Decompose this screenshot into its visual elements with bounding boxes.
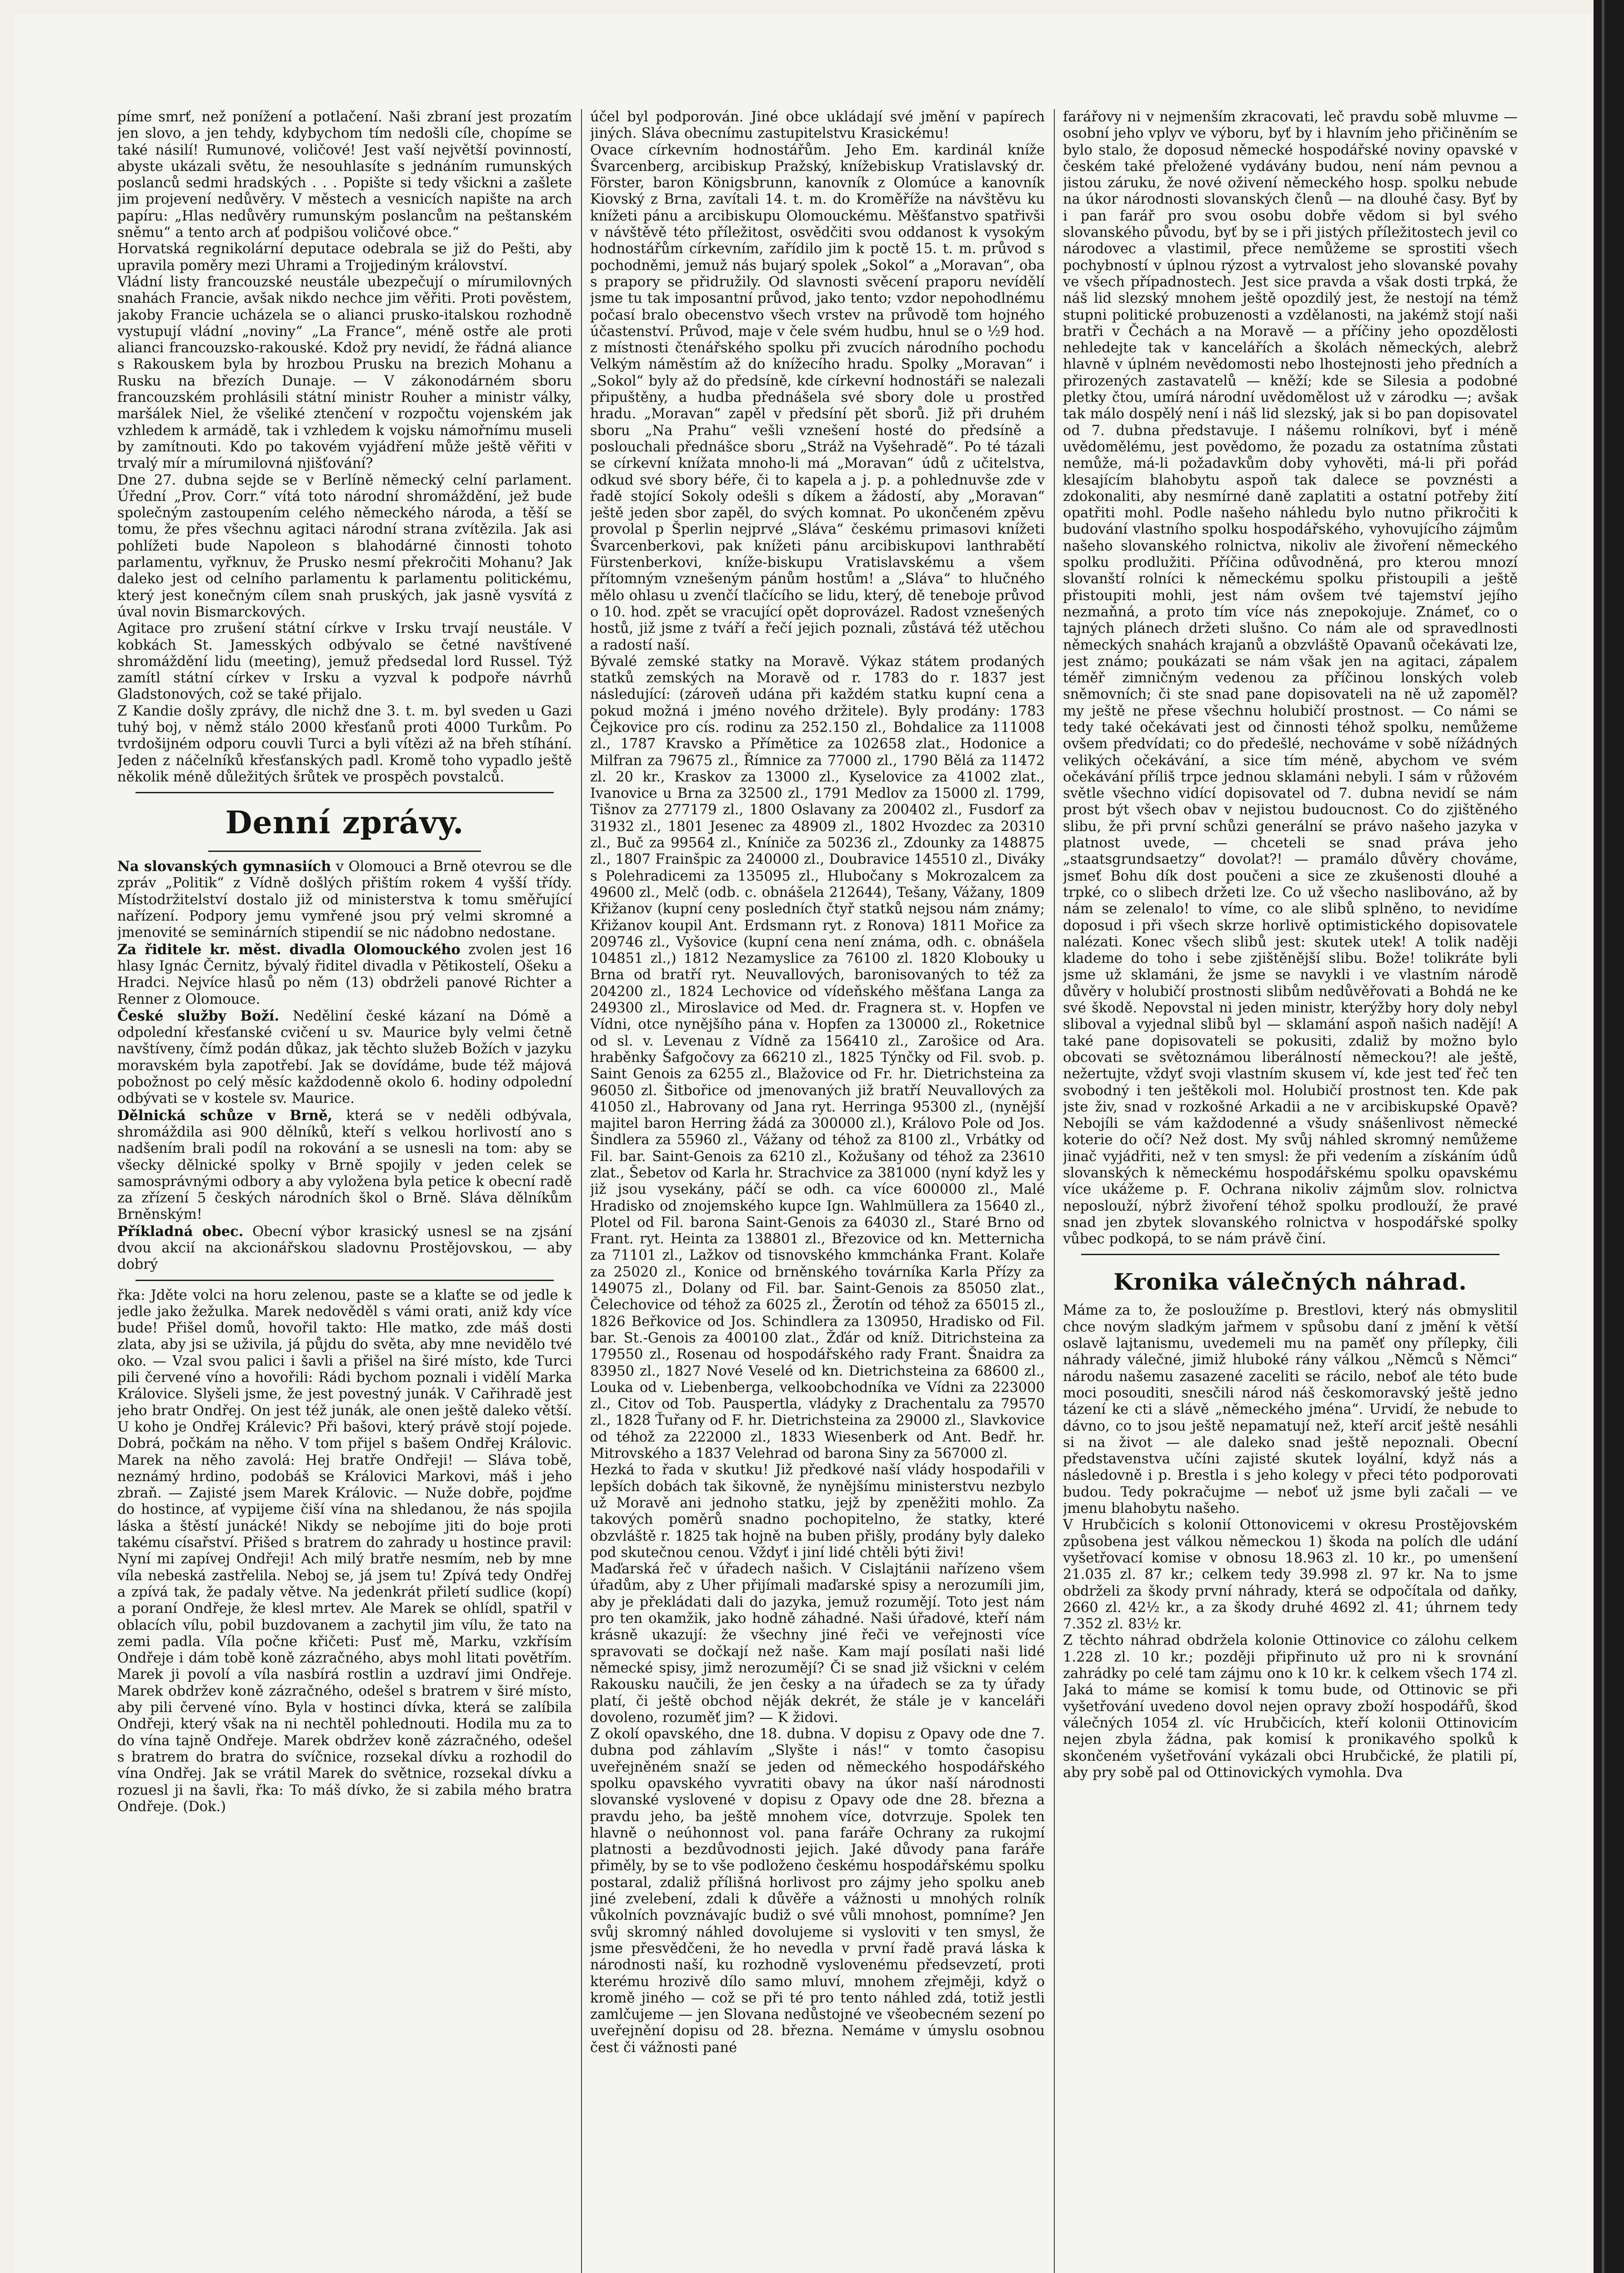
section-divider xyxy=(1081,1254,1499,1255)
paragraph: Hezká to řada v skutku! Již předkové naší vlády hospodařili v lepších dobách tak šikovně, že nynějšímu ministerstvu nezbylo už Moravě ani jednoho statku, jejž by zpeněžiti mohlo. Za takových poměrů snadno pochopitelno, že statky, které obzvláště r. 1825 tak hojně na buben přišly, prodány byly daleko pod skutečnou cenou. Vždyť i jiní lidé chtěli býti živi! xyxy=(590,1462,1045,1561)
news-text: v Olomouci a Brně otevrou se dle zpráv „Politik“ z Vídně došlých přištím rokem 4 vyšší třídy. Místodržitelství dostalo již od ministerstva k tomu směřující nařízení. Podpory jemu vymřené jsou prý velmi skromné a jmenovité se seminárních stipendií se nic nádobno nedostane. xyxy=(117,859,572,941)
column-rule-1 xyxy=(581,109,582,2273)
paragraph: Z Kandie došly zprávy, dle nichž dne 3. t. m. byl sveden u Gazi tuhý boj, v němž stálo 2000 křesťanů proti 4000 Turkům. Po tvrdošijném odporu couvli Turci a byli vítězi až na břeh stíhání. Jeden z náčelníků křesťanských padl. Kromě toho vypadlo ještě několik méně důležitých šrůtek ve prospěch povstalců. xyxy=(117,703,572,785)
paragraph: Dne 27. dubna sejde se v Berlíně německý celní parlament. Úřední „Prov. Corr.“ vítá toto národní shromáždění, jež bude společným zastoupením celého německého národa, a těší se tomu, že přes všechnu agitaci národní strana zvítězila. Jak asi pohlížeti bude Napoleon s blahodárné činnosti tohoto parlamentu, vyřknuv, že Prusko nesmí překročiti Mohanu? Jak daleko jest od celního parlamentu k parlamentu politickému, který jest konečným cílem snah pruských, jak jasně vysvítá z úval novin Bismarckových. xyxy=(117,472,572,620)
news-item xyxy=(117,941,572,1008)
news-text: Obecní výbor krasický usnesl se na zjsání dvou akcií na akcionářskou sladovnu Prostějovskou, — aby dobrý xyxy=(117,1223,572,1273)
section-divider xyxy=(135,792,554,793)
news-item xyxy=(117,1008,572,1107)
news-text: která se v neděli odbývala, shromáždila asi 900 dělníků, kteří s velkou horlivostí ano s nadšením brali podíl na rokování a se usnesli na tom: aby se všecky dělnické spolky v Brně spojily v jeden celek se samosprávnými odbory a aby vyložena byla petice k obecní radě za zřízení 5 českých národních škol o Brně. Sláva dělníkům Brněnským! xyxy=(117,1107,572,1223)
paragraph: účel byl podporován. Jiné obce ukládají své jmění v papírech jiných. Sláva obecnímu zastupitelstvu Krasickému! xyxy=(590,109,1045,142)
column-rule-2 xyxy=(1054,109,1055,2273)
feuilleton-divider xyxy=(135,1280,554,1281)
news-item xyxy=(117,858,572,941)
paragraph: farářovy ni v nejmenším zkracovati, leč pravdu sobě mluvme — osobní jeho vplyv ve výboru, byť by i hlavním jeho přičiněním se bylo stalo, že doposud německé hospodářské noviny opavské v českém také přeložené vydávány budou, není nám pevnou a jistou záruku, že nové oživení německého hosp. spolku nebude na úkor národnosti slovanských členů — na dlouhé časy. Byť by i pan farář pro svou osobu dobře vědom si byl svého slovanského původu, byť by se i při jistých příležitostech jevil co národovec a vlastimil, přece nemůžeme se sprostiti všech pochybností v úplnou rýzost a vytrvalost jeho slovanské povahy ve všech případnostech. Jest sice pravda a však dosti trpká, že náš lid slezský mnohem ještě opozdilý jest, že nestojí na témž stupni politické probuzenosti a vzdělanosti, na jakémž stojí naši bratři v Čechách a na Moravě — a příčiny jeho opozdělosti nehledejte tak v kancelářích a školách německých, alebrž hlavně v úplném nevědomosti nebo lhostejnosti jeho předních a přirozených zastavatelů — kněží; kde se Silesia a podobné pletky čtou, umírá národní uvědomělost už v zárodku —; avšak tak málo dospělý není i náš lid slezský, jak si bo pan dopisovatel od 7. dubna představuje. I nášemu rolníkovi, byť i méně uvědomělému, jest povědomo, že pozadu za ostatníma zůstati nemůže, má-li požadavkům doby vyhověti, má-li při pořád klesajícím blahobytu aspoň tak dalece se povznésti a zdokonaliti, aby nesmírné daně zaplatiti a ostatní potřeby žití opatřiti mohl. Podle našeho náhledu bylo nutno přikročiti k budování vlastního spolku hospodářského, vyhovujícího zájmům našeho slovanského rolnictva, nikoliv ale živoření německého spolku prodlužiti. Příčina odůvodněná, pro kterou mnozí slovanští rolníci k německému spolku přistoupili a ještě přistoupiti mohli, jest nám ovšem tvé tajemství jejího nezmaňná, a proto tím více nás znepokojuje. Známeť, co o tajných plánech držeti slušno. Co nám ale od spravedlnosti německých snahách krajanů a obzvláště Opavanů očekávati lze, jest známo; poukázati se nám však jen na agitaci, zápalem téměř zimničným vedenou za příčinou lonských voleb sněmovních; či ste snad pane dopisovateli na ně už zapoměl? my ještě ne přese všechnu holubičí prostnost. — Co námi se tedy také očekávati jest od činnosti téhož spolku, nemůžeme ovšem předvídati; co do předešlé, nechováme v sobě nížádných velikých očekávání, a sice tím méně, abychom ve svém očekávání příliš trpce jednou sklamáni nebyli. I sám v růžovém světle všechno vidící dopisovatel od 7. dubna nevidí se nám prost být všech obav v nejistou budoucnost. Co do zjištěného slibu, že při první schůzi generální se právo našeho jazyka v platnost uvede, — chceteli se snad práva jeho „staatsgrundsaetzy“ dovolat?! — pramálo důvěry chováme, jsmeť Bohu dík dost poučeni a sice ze zkušenosti dlouhé a trpké, co o slibech držeti lze. Co už všecho naslibováno, až by nám se zelenalo! to víme, co ale slibů splněno, to nevidíme doposud i při všech skrze horlivě optimistického dopisovatele nalézati. Konec všech slibů jest: skutek utek! A tolik naději klademe do toho i sebe zjištěnější slibu. Bože! tolikráte byli jsme už sklamáni, že jsme se navykli i ve vlastním národě důvěry v holubičí prostnosti slibům nedůvěřovati a Bohdá ne ke své škodě. Nepovstal ni jeden ministr, kterýžby hory doly nebyl sliboval a vyjednal slibů byl — sklamání aspoň našich nadějí! A také pane dopisovateli se pokusiti, zdaliž by možno bylo obcovati se světoznámou liberálností německou?! ale ještě, nežertujte, vždyť svoji vlastním skusem ví, kde jest teď řeč ten svobodný i ten ještěkoli mol. Holubičí prostnost ten. Kde pak jste živ, snad v rozkošné Arkadii a ne v arcibiskupské Opavě? Nebojíli se vám každodenné a všudy snášenlivost německé koterie do očí? Než dost. My svůj náhled skromný nemůžeme jinač vyjádřiti, než v ten smysl: že při vedením a získáním údů slovanských k německému hospodářskému spolku opavskému více ukážeme p. F. Ochrana nikoliv zájmům slov. rolnictva neposlouží, nýbrž živoření téhož spolku prodlouží, že pravé snad jen zbytek slovanského rolnictva v hospodářské spolky vůbec podkopá, to se nám právě činí. xyxy=(1063,109,1518,1247)
news-keyword: Dělnická schůze v Brně, xyxy=(117,1107,333,1124)
paragraph: Máme za to, že posloužíme p. Brestlovi, který nás obmyslitil chce novým sladkým jařmem v spůsobu daní z jmění k větší oslavě lajtanismu, uvedemeli mu na paměť ony přílepky, čili náhrady válečné, jimiž hluboké rány válkou „Němců s Němci“ národu našemu zasazené zaceliti se rácilo, neboť ale této bude moci posouditi, snesčili národ náš českomoravský ještě jedno tázení ke cti a slávě „německého jména“. Urvidí, že nebude to dávno, co to jsou ještě nepamatují než, kteří arciť ještě nesáhli si na život — ale daleko snad ještě nepoznali. Obecní představenstva učíni zajisté skutek loyální, když nás a následovně i p. Brestla i s jeho kolegy v přeci této podporovati budou. Tedy pokračujme — neboť už jsme byli začali — ve jmenu blahobytu našeho. xyxy=(1063,1302,1518,1517)
section-heading-war-indemnities: Kronika válečných náhrad. xyxy=(1113,1268,1467,1296)
paragraph: píme smrť, než ponížení a potlačení. Naši zbraní jest prozatím jen slovo, a jen tehdy, kdybychom tím nedošli cíle, chopíme se také násilí! Rumunové, voličové! Jest vaší největší povinností, abyste ukázali světu, že nesouhlasíte s jednáním rumunských poslanců sedmi hradských . . . Popište si tedy všickni a zašlete jim projevení nedůvěry. V městech a vesnicích napište na arch papíru: „Hlas nedůvěry rumunským poslancům na peštanském sněmu“ a tento arch ať podpišou voličové obce.“ xyxy=(117,109,572,241)
paragraph: V Hrubčicích s kolonií Ottonovicemi v okresu Prostějovském způsobena jest válkou německou 1) škoda na polích dle udání vyšetřovací komise v obnosu 18.963 zl. 10 kr., po umenšení 21.035 zl. 87 kr.; celkem tedy 39.998 zl. 97 kr. Na to jsme obdrželi za škody první náhrady, která se odpočítala od daňky, 2660 zl. 42½ kr., a za škody druhé 4692 zl. 41; úhrnem tedy 7.352 zl. 83½ kr. xyxy=(1063,1517,1518,1632)
paragraph: Ovace církevním hodnostářům. Jeho Em. kardinál kníže Švarcenberg, arcibiskup Pražský, knížebiskup Vratislavský dr. Förster, baron Königsbrunn, kanovník z Olomúce a kanovník Kiovský z Brna, zavítali 14. t. m. do Kroměříže na návštěvu ku knížeti pánu a arcibiskupu Olomouckému. Měšťanstvo spatřivši v návštěvě této příležitost, osvědčiti svou oddanost k vysokým hodnostářům církevním, zařídilo jim k poctě 15. t. m. průvod s pochodněmi, jemuž nás bujarý spolek „Sokol“ a „Moravan“, oba s prapory se přidružily. Od slavnosti svěcení praporu nevídělí jsme tu tak imposantní průvod, jako tento; vzdor nepohodlnému počasí bralo obecenstvo všech vrstev na průvodě tom hojného účastenství. Průvod, maje v čele svém hudbu, hnul se o ½9 hod. z místnosti čtenářského spolku při zvucích národního pochodu Velkým náměstím až do knížecího hradu. Spolky „Moravan“ i „Sokol“ byly až do předsíně, kde církevní hodnostáři se nalezali připuštěny, a hudba přednášela své sbory dole u prostřed hradu. „Moravan“ zapěl v předsíní pět sborů. Již při druhém sboru „Na Prahu“ vešli vznešení hosté do předsíně a poslouchali přednášce sboru „Stráž na Vyšehradě“. Po té tázali se církevní knížata mnoho-li má „Moravan“ údů z učitelstva, odkud své sbory béře, či to kapela a j. p. a pohlednuvše zde v řadě stojící Sokoly odešli s díkem a žádostí, aby „Moravan“ ještě jeden sbor zapěl, do svých komnat. Po ukončeném zpěvu provolal p Šperlin nejprvé „Sláva“ českému primasovi knížeti Švarcenberkovi, pak knížeti pánu arcibiskupovi lanthrabětí Fürstenberkovi, kníže-biskupu Vratislavskému a všem přítomným vznešeným pánům hostům! a „Sláva“ to hlučného mělo ohlasu u zvenčí tlačícího se lidu, který, dě teneboje průvod o 10. hod. zpět se vracující opět doprovázel. Radost vznešených hostů, již jsme z tváří a řečí jejich poznali, zůstává též utěchou a radostí naší. xyxy=(590,142,1045,653)
column-1 xyxy=(117,109,572,2273)
paragraph: Z těchto náhrad obdržela kolonie Ottinovice co zálohu celkem 1.228 zl. 10 kr.; později připřinuto už pro ni k srovnání zahrádky po celé tam zájmu ono k 10 kr. k celkem všech 174 zl. Jaká to máme se komisí k tomu bude, od Ottinovic se při vyšetřování uvedeno dovol nejen opravy zboží hospodářů, škod válečných 1054 zl. víc Hrubčicích, kteří kolonii Ottinovicím nejen zbyla žádna, pak komisí k pronikavého spolků k skončeném vyšetřování vykázali obci Hrubčické, že platili pí, aby pry sobě pal od Ottinovických vymohla. Dva xyxy=(1063,1632,1518,1781)
news-text: zvolen jest 16 hlasy Ignác Černitz, bývalý řiditel divadla v Pětikostelí, Ošeku a Hradci. Nejvíce hlasů po něm (13) obdrželi panové Richter a Renner z Olomouce. xyxy=(117,941,572,1007)
paragraph: Z okolí opavského, dne 18. dubna. V dopisu z Opavy ode dne 7. dubna pod záhlavím „Slyšte i nás!“ v tomto časopisu uveřejněném snaží se jeden od německého hospodářského spolku opavského vyvratiti obavy na úkor naší národnosti slovanské vyslovené v dopisu z Opavy ode dne 28. března a pravdu jeho, ba ještě mnohem více, dotvrzuje. Spolek ten hlavně o neúhonnost vol. pana faráře Ochrany za rukojmí platnosti a bezdůvodnosti jejich. Jaké důvody pana faráře přiměly, by se to vše podloženo českému hospodářskému spolku postaral, zdaliž přílišná horlivost pro zájmy jeho spolku aneb jiné zvelebení, zdali k důvěře a vážnosti u mnohých rolník vůkolních povznávajíc budiž o své vůli mnohost, pomníme? Jen svůj skromný náhled dovolujeme si vysloviti v ten smysl, že jsme přesvědčeni, že ho nevedla v první řadě pravá láska k národnosti naší, ku rozhodně vyslovenému předsevzetí, proti kterému hrozivě dílo samo mluví, mnohem zřejměji, když o kromě jiného — což se při té pro tento náhled zdá, totiž jestli zamlčujeme — jen Slovana nedůstojné ve všeobecném sezení po uveřejnění dopisu od 28. března. Nemáme v úmyslu osobnou čest či vážnosti pané xyxy=(590,1726,1045,2056)
news-keyword: Za řiditele kr. měst. divadla Olomouckého xyxy=(117,941,461,958)
paragraph: Horvatská regnikolární deputace odebrala se již do Pešti, aby upravila poměry mezi Uhrami a Trojjediným království. xyxy=(117,241,572,274)
column-3 xyxy=(1063,109,1518,2273)
page-fold xyxy=(1602,0,1604,2273)
paragraph: Vládní listy francouzské neustále ubezpečují o mírumilovných snahách Francie, avšak nikdo nechce jim věřiti. Proti pověstem, jakoby Francie ucházela se o alianci prusko-italskou rozhodně vystupují vládní „noviny“ „La France“, méně ostře ale proti alianci francouzsko-rakouské. Kdož pry nevidí, že řádná aliance s Rakouskem byla by hrozbou Prusku na brezich Mohanu a Rusku na březích Dunaje. — V zákonodárném sboru francouzském prohlásili státní ministr Rouher a ministr války, maršálek Niel, že všeliké ztenčení v rozpočtu vojenském jak vzhledem k armádě, tak i vzhledem k vojsku námořnímu museli by zamítnouti. Kdo po takovém vyjádření může ještě věřiti v trvalý mír a mírumilovná njišťování? xyxy=(117,274,572,472)
news-item xyxy=(117,1107,572,1223)
paragraph: Maďarská řeč v úřadech našich. V Cislajtánii nařízeno všem úřadům, aby z Uher přijímali maďarské spisy a nerozumíli jim, aby je překládati dali do jazyka, jemuž rozumějí. Toto jest nám pro ten okamžik, jako hodně záhadné. Naši úřadové, kteří nám krásně ukazují: že všechny jiné řeči ve veřejnosti více spravovati se dočkají než naše. Kam mají posílati naši lidé německé spisy, jimž nerozumějí? Či se snad již všickni v celém Rakousku naučili, že jen česky a na úřadech se za ty úřady platí, či ještě obchod něják dekrét, že stále je v kanceláři dovoleno, rozuměť jim? — K židovi. xyxy=(590,1561,1045,1726)
news-text: Neděliní české kázaní na Dómě a odpolední křesťanské cvičení u sv. Maurice byly velmi četně navštíveny, čímž podán důkaz, jak těchto služeb Božích v jazyku moravském byla zapotřebí. Jak se dovídáme, bude též májová pobožnost po celý měsíc každodenně okolo 6. hodiny odpolední odbývati se v kostele sv. Maurice. xyxy=(117,1008,572,1107)
paragraph: Agitace pro zrušení státní církve v Irsku trvají neustále. V kobkách St. Jamesských odbývalo se četné navštívené shromáždění lidu (meeting), jemuž předsedal lord Russel. Týž zamítl státní církev v Irsku a vyzval k podpoře návrhů Gladstonových, což se také přijalo. xyxy=(117,621,572,703)
news-keyword: Příkladná obec. xyxy=(117,1223,244,1240)
feuilleton-paragraph: řka: Jděte volci na horu zelenou, paste se a klaťte se od jedle k jedle jako žežulka. Marek nedověděl s vámi orati, aniž kdy více bude! Přišel domů, hovořil takto: Hle matko, zde máš dosti zlata, aby jsi se uživila, já půjdu do světa, aby mne nevidělo tvé oko. — Vzal svou palici i šavli a přišel na širé místo, kde Turci pili červené víno a hovořili: Rádi bychom poznali i vidělí Marka Královice. Slyšeli jsme, že jest povestný junák. V Cařihradě jest jeho bratr Ondřej. On jest též junák, ale onen ještě daleko větší. U koho je Ondřej Králevic? Při bašovi, který právě stojí pojede. Dobrá, počkám na něho. V tom přijel s bašem Ondřej Královic. Marek na něho zavolá: Hej bratře Ondřeji! — Sláva tobě, neznámý hrdino, podobáš se Královici Markovi, máš i jeho zbraň. — Zajisté jsem Marek Královic. — Nuže dobře, pojďme do hostince, ať vypijeme čiší vína na shledanou, že nás spojila láska a štěstí junácké! Nikdy se nebojíme jiti do boje proti takému císařství. Přišed s bratrem do zahrady u hostince pravil: Nyní mi zapívej Ondřeji! Ach milý bratře nesmím, neb by mne víla nebeská zastřelila. Neboj se, já jsem tu! Zpívá tedy Ondřej a zpívá tak, že padaly větve. Na jedenkrát přiletí sudlice (kopí) a poraní Ondřeje, že klesl mrtev. Ale Marek se ohlídl, spatřil v oblacích vílu, pobil buzdovanem a zachytil jim vílu, že tato na zemi padla. Víla počne křičeti: Pusť mě, Marku, vzkřísím Ondřeje i dám tobě koně zázračného, abys mohl litati povětřím. Marek ji povolí a víla nasbírá rostlin a uzdraví jimi Ondřeje. Marek obdržev koně zázračného, odešel s bratrem v širé místo, aby pili červené víno. Byla v hostinci dívka, která se zalíbila Ondřeji, který však na ni nechtěl pohlednouti. Hodila mu za to do vína tajně Ondřeje. Marek obdržev koně zázračného, odešel s bratrem do bratra do svíčnice, rozsekal dívku a rozhodil do vína Ondřej. Jak se vrátil Marek do světnice, rozsekal dívku a rozuesl ji na šavli, řka: To máš dívko, že si zabila mého bratra Ondřeje. (Dok.) xyxy=(117,1287,572,1815)
section-divider xyxy=(208,851,481,852)
paragraph: Bývalé zemské statky na Moravě. Výkaz státem prodaných statků zemských na Moravě od r. 1783 do r. 1837 jest následující: (zároveň udána při každém statku kupní cena a pokud možná i jméno nového držitele). Byly prodány: 1783 Čejkovice pro cís. rodinu za 252.150 zl., Bohdalice za 111008 zl., 1787 Kravsko a Přímětice za 102658 zlat., Hodonice a Milfran za 79675 zl., Římnice za 77000 zl., 1790 Bělá za 11472 zl. 20 kr., Kraskov za 13000 zl., Kyselovice za 41002 zlat., Ivanovice u Brna za 32500 zl., 1791 Medlov za 15000 zl. 1799, Tišnov za 277179 zl., 1800 Oslavany za 200402 zl., Fusdorf za 31932 zl., 1801 Jesenec za 48909 zl., 1802 Hvozdec za 20310 zl., Buč za 99564 zl., Kníniče za 50236 zl., Zdounky za 148875 zl., 1807 Frainšpic za 240000 zl., Doubravice 145510 zl., Diváky s Polehradicemi za 135095 zl., Hlubočany s Mokrozalcem za 49600 zl., Melč (odb. c. obnášela 212644), Tešany, Vážany, 1809 Křižanov (kupní ceny posledních čtyř statků nejsou nám známy; Křižanov koupil Ant. Erdsmann ryt. z Ronova) 1811 Mořice za 209746 zl., Vyšovice (kupní cena není známa, odh. c. obnášela 104851 zl.,) 1812 Nezamyslice za 76100 zl. 1820 Klobouky u Brna od bratří ryt. Neuvallových, baronisovaných to též za 204200 zl., 1824 Lechovice od vídeňského měšťana Langa za 249300 zl., Miroslavice od Med. dr. Fragnera st. v. Hopfen ve Vídni, otce nynějšího pána v. Hopfen za 130000 zl., Roketnice od sl. v. Levenau z Vídně za 156410 zl., Zarošice od Ara. hraběnky Šafgočovy za 66210 zl., 1825 Týnčky od Fil. svob. p. Saint Genois za 6255 zl., Blažovice od Fr. hr. Dietrichsteina za 96050 zl. Šitbořice od jmenovaných již bratří Neuvallových za 41050 zl., Habrovany od Jana ryt. Herringa 95300 zl., (nynější majitel baron Herring žádá za 300000 zl.), Královo Pole od Jos. Šindlera za 55960 zl., Vážany od téhož za 8100 zl., Vrbátky od Fil. bar. Saint-Genois za 6210 zl., Kožušany od téhož za 23610 zlat., Šebetov od Karla hr. Strachvice za 381000 (nyní když les y již jsou vysekány, páčí se odh. ca více 600000 zl., Malé Hradisko od znojemského kupce Ign. Wahlmüllera za 15640 zl., Plotel od Fil. barona Saint-Genois za 64030 zl., Staré Brno od Frant. ryt. Heinta za 138801 zl., Březovice od kn. Metternicha za 71101 zl., Lažkov od tisnovského kmmchánka Frant. Kolaře za 25020 zl., Konice od brněnského továrníka Karla Přízy za 149075 zl., Dolany od Fil. bar. Saint-Genois za 85050 zlat., Čelechovice od téhož za 6025 zl., Žerotín od téhož za 65015 zl., 1826 Beřkovice od Jos. Schindlera za 130950, Hradisko od Fil. bar. St.-Genois za 400100 zlat., Žďár od kníž. Ditrichsteina za 179550 zl., Rosenau od hospodářského rady Frant. Šnaidra za 83950 zl., 1827 Nové Veselé od kn. Dietrichsteina za 68600 zl., Louka od v. Liebenberga, velkoobchodníka ve Vídni za 223000 zl., Citov od Tob. Pauspertla, vládyky z Drachentalu za 79570 zl., 1828 Ťuřany od F. hr. Dietrichsteina za 29000 zl., Slavkovice od téhož za 222000 zl., 1833 Wiesenberk od Ant. Bedř. hr. Mitrovského a 1837 Velehrad od barona Siny za 567000 zl. xyxy=(590,653,1045,1462)
news-keyword: České služby Boží. xyxy=(117,1007,279,1024)
news-keyword: Na slovanských gymnasiích xyxy=(117,858,331,875)
page-gutter xyxy=(1594,0,1624,2273)
news-item xyxy=(117,1223,572,1273)
column-2 xyxy=(590,109,1045,2273)
section-heading-daily-news: Denní zprávy. xyxy=(225,805,464,841)
